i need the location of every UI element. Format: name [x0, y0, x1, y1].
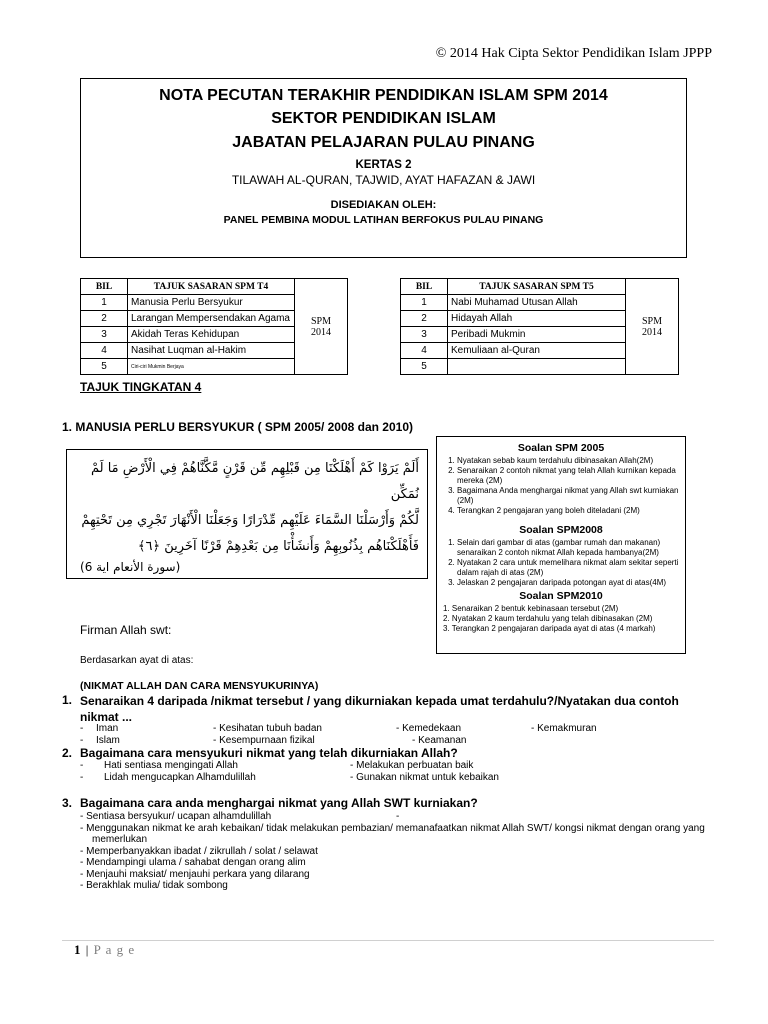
copyright-notice: © 2014 Hak Cipta Sektor Pendidikan Islam JPPP: [435, 46, 712, 61]
answer-item: - Kemedekaan: [396, 723, 462, 734]
prepared-by-panel: PANEL PEMBINA MODUL LATIHAN BERFOKUS PULAU PINANG: [223, 214, 544, 226]
answer-dash: -: [80, 772, 84, 783]
list-item: 1. Nyatakan sebab kaum terdahulu dibinasakan Allah(2M): [457, 456, 679, 466]
list-item: 2. Senaraikan 2 contoh nikmat yang telah Allah kurnikan kepada mereka (2M): [457, 466, 679, 486]
table-cell-tajuk: [448, 359, 626, 375]
table-cell-tajuk: Nabi Muhamad Utusan Allah: [448, 295, 626, 311]
table-cell-bil: 1: [401, 295, 448, 311]
soalan-2005-list: [443, 456, 679, 516]
table-cell-tajuk: Larangan Mempersendakan Agama: [128, 311, 295, 327]
soalan-2005-title: Soalan SPM 2005: [517, 442, 605, 454]
table-cell-tajuk: Peribadi Mukmin: [448, 327, 626, 343]
answer-item: Islam: [96, 735, 120, 746]
list-item: - Menjauhi maksiat/ menjauhi perkara yang dilarang: [80, 868, 310, 880]
soalan-2010-title: Soalan SPM2010: [519, 590, 603, 602]
prepared-by-label: DISEDIAKAN OLEH:: [330, 199, 437, 211]
table-cell-bil: 3: [401, 327, 448, 343]
list-item: 2. Nyatakan 2 kaum terdahulu yang telah dibinasakan (2M): [443, 614, 653, 623]
soalan-2008-title: Soalan SPM2008: [519, 524, 603, 536]
title-line-2: SEKTOR PENDIDIKAN ISLAM: [271, 110, 496, 127]
page-separator: |: [81, 942, 94, 957]
target-table-t4: [80, 278, 348, 375]
table-cell-bil: 5: [81, 359, 128, 375]
table-cell-bil: 2: [81, 311, 128, 327]
table-cell-bil: 5: [401, 359, 448, 375]
table-header-bil: BIL: [81, 279, 128, 295]
answer-dash: -: [80, 760, 84, 771]
answer-item: Lidah mengucapkan Alhamdulillah: [104, 772, 256, 783]
page-number: 1: [74, 942, 82, 957]
table-cell-bil: 1: [81, 295, 128, 311]
section-heading: TAJUK TINGKATAN 4: [80, 380, 202, 394]
answer-item: - Kemakmuran: [531, 723, 597, 734]
firman-label: Firman Allah swt:: [80, 623, 172, 637]
surah-reference: (سورة الأنعام اية 6): [80, 560, 181, 574]
title-box: [80, 78, 687, 258]
answer-item: - Kesempurnaan fizikal: [213, 735, 315, 746]
spm-year: 2014: [642, 326, 662, 338]
table-cell-bil: 4: [401, 343, 448, 359]
question-text: Bagaimana cara anda menghargai nikmat yang Allah SWT kurniakan?: [80, 796, 478, 810]
table-cell-bil: 3: [81, 327, 128, 343]
list-item: 1. Senaraikan 2 bentuk kebinasaan tersebut (2M): [443, 604, 619, 613]
answer-item: - Melakukan perbuatan baik: [350, 760, 474, 771]
answer-item: Iman: [96, 723, 119, 734]
ayat-line-2: لَّكُمْ وَأَرْسَلْنَا السَّمَاءَ عَلَيْهِم مِّدْرَارًا وَجَعَلْنَا الْأَنْهَارَ تَجْرِي مِن تَحْتِهِمْ: [81, 513, 419, 528]
answer-item: - Keamanan: [412, 735, 467, 746]
answer-list: [80, 811, 720, 892]
list-item: 2. Nyatakan 2 cara untuk memelihara nikmat alam sekitar seperti dalam rajah di atas (2M): [457, 558, 679, 578]
answer-item: Hati sentiasa mengingati Allah: [104, 760, 238, 771]
footer-divider: [62, 940, 714, 941]
spm-year: 2014: [311, 326, 331, 338]
list-item: memerlukan: [92, 834, 148, 845]
table-cell-tajuk: Nasihat Luqman al-Hakim: [128, 343, 295, 359]
soalan-2008-list: [443, 538, 679, 588]
ayat-line-1: أَلَمْ يَرَوْا كَمْ أَهْلَكْنَا مِن قَبْلِهِم مِّن قَرْنٍ مَّكَّنَّاهُمْ فِي الْأَرْضِ مَا لَمْ نُمَكِّن: [90, 461, 419, 502]
table-cell-bil: 2: [401, 311, 448, 327]
answer-dash: -: [80, 735, 84, 746]
answer-dash: -: [396, 811, 400, 822]
list-item: 3. Terangkan 2 pengajaran daripada ayat di atas (4 markah): [443, 624, 656, 633]
table-cell-tajuk: Hidayah Allah: [448, 311, 626, 327]
table-cell-tajuk: Ciri-ciri Mukmin Berjaya: [128, 359, 295, 375]
list-item: 3. Jelaskan 2 pengajaran daripada potongan ayat di atas(4M): [457, 578, 679, 588]
kertas-label: KERTAS 2: [355, 159, 412, 171]
answer-item: - Gunakan nikmat untuk kebaikan: [350, 772, 499, 783]
list-item: 4. Terangkan 2 pengajaran yang boleh diteladani (2M): [457, 506, 679, 516]
table-cell-tajuk: Manusia Perlu Bersyukur: [128, 295, 295, 311]
answer-item: - Kesihatan tubuh badan: [213, 723, 322, 734]
question-text: Bagaimana cara mensyukuri nikmat yang telah dikurniakan Allah?: [80, 746, 458, 760]
spm-year-cell: [295, 279, 348, 375]
list-item: - Sentiasa bersyukur/ ucapan alhamdulillah: [80, 811, 272, 822]
table-cell-tajuk: Akidah Teras Kehidupan: [128, 327, 295, 343]
title-line-3: JABATAN PELAJARAN PULAU PINANG: [232, 134, 535, 151]
question-number: 3.: [62, 796, 73, 810]
subject-subtitle: TILAWAH AL-QURAN, TAJWID, AYAT HAFAZAN & JAWI: [231, 173, 536, 187]
list-item: - Memperbanyakkan ibadat / zikrullah / solat / selawat: [80, 845, 318, 857]
list-item: 1. Selain dari gambar di atas (gambar rumah dan makanan) senaraikan 2 contoh nikmat Allah kepada hambanya(2M): [457, 538, 679, 558]
answer-dash: -: [80, 723, 84, 734]
topic-heading: 1. MANUSIA PERLU BERSYUKUR ( SPM 2005/ 2008 dan 2010): [62, 420, 413, 434]
page-footer: [74, 942, 135, 958]
question-text: Senaraikan 4 daripada /nikmat tersebut / yang dikurniakan kepada umat terdahulu?/Nyatakan dua contoh nikmat ...: [80, 694, 679, 724]
nikmat-heading: (NIKMAT ALLAH DAN CARA MENSYUKURINYA): [80, 680, 319, 692]
page-word: P a g e: [93, 942, 136, 957]
list-item: 3. Bagaimana Anda menghargai nikmat yang Allah swt kurniakan (2M): [457, 486, 679, 506]
table-header-bil: BIL: [401, 279, 448, 295]
spm-label: SPM: [310, 315, 331, 327]
question-number: 1.: [62, 693, 73, 707]
title-line-1: NOTA PECUTAN TERAKHIR PENDIDIKAN ISLAM SPM 2014: [159, 87, 608, 104]
table-cell-tajuk: Kemuliaan al-Quran: [448, 343, 626, 359]
table-cell-bil: 4: [81, 343, 128, 359]
spm-label: SPM: [641, 315, 662, 327]
list-item: - Menggunakan nikmat ke arah kebaikan/ tidak melakukan pembazian/ memanafaatkan nikmat Allah SWT/ kongsi nikmat dengan orang yang: [80, 822, 705, 834]
question-number: 2.: [62, 746, 73, 760]
table-header-tajuk: TAJUK SASARAN SPM T4: [128, 279, 295, 295]
soalan-box: [436, 436, 686, 654]
list-item: - Mendampingi ulama / sahabat dengan orang alim: [80, 857, 306, 868]
table-header-tajuk: TAJUK SASARAN SPM T5: [448, 279, 626, 295]
spm-year-cell: [626, 279, 679, 375]
list-item: - Berakhlak mulia/ tidak sombong: [80, 880, 228, 891]
target-table-t5: [400, 278, 679, 375]
berdasarkan-label: Berdasarkan ayat di atas:: [80, 655, 194, 666]
ayat-line-3: فَأَهْلَكْنَاهُم بِذُنُوبِهِمْ وَأَنشَأْنَا مِن بَعْدِهِمْ قَرْنًا آخَرِينَ ﴿٦﴾: [137, 539, 419, 554]
